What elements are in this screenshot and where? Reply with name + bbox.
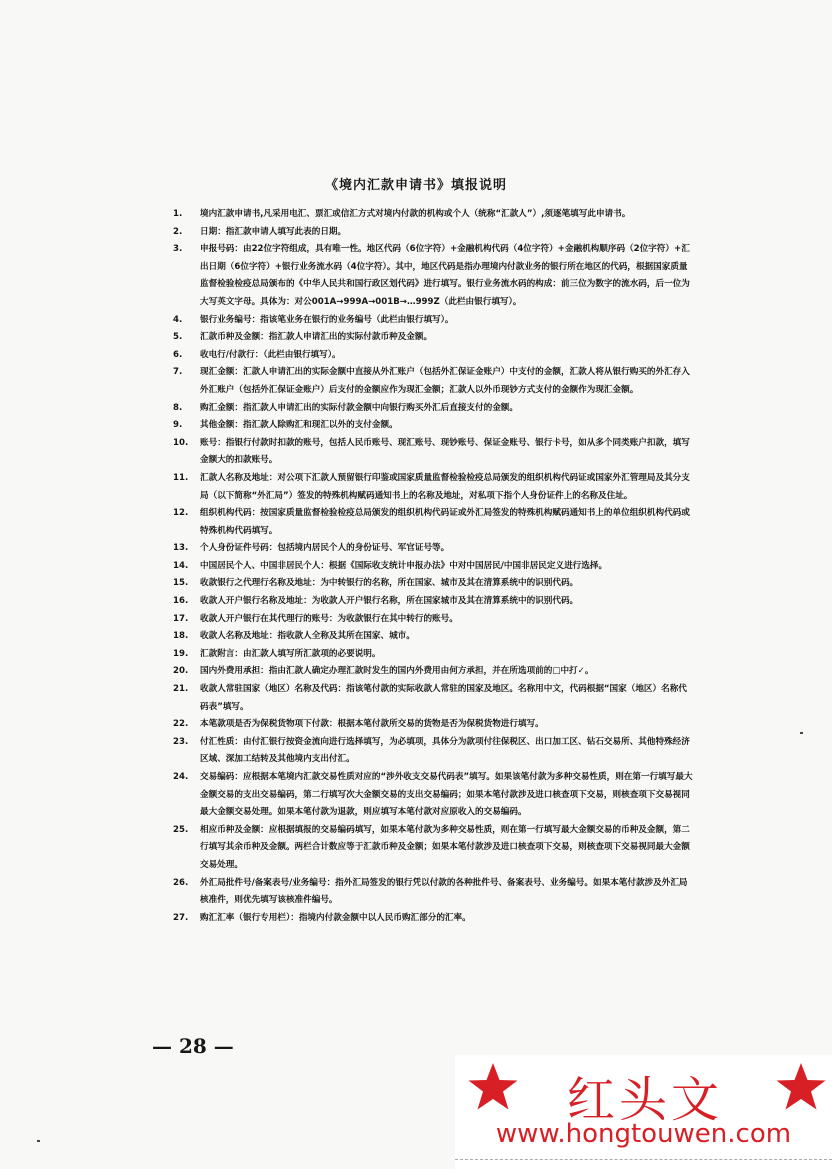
- item-text: 中国居民个人、中国非居民个人：根据《国际收支统计申报办法》中对中国居民/中国非居民定义进行选择。: [200, 560, 608, 571]
- item-number: 11.: [173, 472, 189, 483]
- list-item: [173, 822, 693, 875]
- item-text: 收款人开户银行在其代理行的账号：为收款银行在其中转行的账号。: [200, 613, 458, 624]
- list-item: [173, 417, 693, 435]
- item-number: 25.: [173, 824, 189, 835]
- item-number: 15.: [173, 578, 189, 589]
- list-item: [173, 646, 693, 664]
- list-item: [173, 769, 693, 822]
- scan-speck: [800, 732, 803, 734]
- instruction-list: [173, 206, 693, 927]
- item-text: 账号：指银行付款时扣款的账号，包括人民币账号、现汇账号、现钞账号、保证金账号、银行卡号，如从多个同类账户扣款，填写金额大的扣款账号。: [200, 437, 690, 466]
- list-item: [173, 611, 693, 629]
- watermark-url: www.hongtouwen.com: [495, 1119, 792, 1149]
- item-number: 8.: [173, 402, 183, 413]
- item-text: 国内外费用承担：指由汇款人确定办理汇款时发生的国内外费用由何方承担，并在所选项前的□中打✓。: [200, 666, 594, 677]
- star-icon: [467, 1061, 519, 1113]
- item-number: 21.: [173, 684, 189, 695]
- item-number: 14.: [173, 560, 189, 571]
- star-icon: [775, 1061, 827, 1113]
- list-item: [173, 505, 693, 540]
- item-text: 收电行/付款行：（此栏由银行填写）。: [200, 349, 341, 360]
- item-text: 收款人常驻国家（地区）名称及代码：指该笔付款的实际收款人常驻的国家及地区。名称用中文，代码根据“国家（地区）名称代码表”填写。: [200, 684, 687, 712]
- item-number: 1.: [173, 209, 183, 219]
- list-item: [173, 329, 693, 347]
- list-item: [173, 910, 693, 928]
- scan-speck: [37, 1140, 40, 1142]
- item-text: 收款人名称及地址：指收款人全称及其所在国家、城市。: [200, 631, 415, 642]
- list-item: [173, 435, 693, 470]
- list-item: [173, 364, 693, 399]
- page-number: — 28 —: [152, 1034, 234, 1058]
- item-number: 7.: [173, 367, 183, 378]
- item-text: 外汇局批件号/备案表号/业务编号：指外汇局签发的银行凭以付款的各种批件号、备案表号、业务编号。如果本笔付款涉及外汇局核准件，则优先填写该核准件编号。: [200, 877, 688, 906]
- item-text: 日期：指汇款申请人填写此表的日期。: [200, 226, 347, 237]
- list-item: [173, 312, 693, 330]
- item-text: 相应币种及金额：应根据填报的交易编码填写，如果本笔付款为多种交易性质，则在第一行填写最大金额交易的币种及金额，第二行填写其余币种及金额。两栏合计数应等于汇款币种及金额；如果本笔付款涉及进口核查项下交易，则核查项下交易视同最大金额交易处理。: [200, 824, 690, 870]
- item-text: 组织机构代码：按国家质量监督检验检疫总局颁发的组织机构代码证或外汇局签发的特殊机构赋码通知书上的单位组织机构代码或特殊机构代码填写。: [200, 508, 690, 536]
- item-number: 26.: [173, 877, 189, 888]
- list-item: [173, 681, 693, 716]
- item-number: 13.: [173, 543, 189, 554]
- list-item: [173, 206, 693, 224]
- list-item: [173, 347, 693, 365]
- item-text: 银行业务编号：指该笔业务在银行的业务编号（此栏由银行填写）。: [200, 314, 454, 325]
- item-text: 其他金额：指汇款人除购汇和现汇以外的支付金额。: [200, 420, 398, 431]
- item-number: 17.: [173, 613, 189, 624]
- item-text: 本笔款项是否为保税货物项下付款：根据本笔付款所交易的货物是否为保税货物进行填写。: [200, 719, 544, 730]
- item-text: 收款人开户银行名称及地址：为收款人开户银行名称，所在国家城市及其在清算系统中的识别代码。: [200, 596, 579, 607]
- item-number: 6.: [173, 349, 183, 360]
- page-title: 《境内汇款申请书》填报说明: [324, 178, 507, 193]
- list-item: [173, 628, 693, 646]
- item-number: 12.: [173, 508, 189, 519]
- list-item: [173, 400, 693, 418]
- item-number: 18.: [173, 631, 189, 642]
- item-number: 5.: [173, 332, 183, 343]
- list-item: [173, 241, 693, 311]
- item-text: 收款银行之代理行名称及地址：为中转银行的名称，所在国家、城市及其在清算系统中的识别代码。: [200, 578, 579, 589]
- list-item: [173, 470, 693, 505]
- watermark-text: 红头文: [566, 1072, 723, 1128]
- item-text: 境内汇款申请书,凡采用电汇、票汇或信汇方式对境内付款的机构或个人（统称“汇款人”）,须逐笔填写此申请书。: [200, 209, 631, 219]
- item-number: 2.: [173, 226, 183, 237]
- list-item: [173, 663, 693, 681]
- item-number: 9.: [173, 420, 183, 431]
- item-number: 10.: [173, 437, 189, 448]
- list-item: [173, 593, 693, 611]
- item-text: 购汇金额：指汇款人申请汇出的实际付款金额中向银行购买外汇后直接支付的金额。: [200, 402, 518, 413]
- item-number: 27.: [173, 912, 189, 923]
- item-text: 个人身份证件号码：包括境内居民个人的身份证号、军官证号等。: [200, 543, 450, 554]
- watermark-divider: [455, 1159, 832, 1160]
- item-text: 汇款附言：由汇款人填写所汇款项的必要说明。: [200, 648, 381, 659]
- item-text: 汇款人名称及地址：对公项下汇款人预留银行印鉴或国家质量监督检验检疫总局颁发的组织机构代码证或国家外汇管理局及其分支局（以下简称“外汇局”）签发的特殊机构赋码通知书上的名称及地址，对私项下指个人身份证件上的名称及住址。: [200, 472, 690, 501]
- list-item: [173, 224, 693, 242]
- list-item: [173, 558, 693, 576]
- item-text: 汇款币种及金额：指汇款人申请汇出的实际付款币种及金额。: [200, 332, 433, 343]
- item-number: 3.: [173, 244, 183, 255]
- item-number: 16.: [173, 596, 189, 607]
- list-item: [173, 875, 693, 910]
- item-text: 交易编码：应根据本笔境内汇款交易性质对应的“涉外收支交易代码表”填写。如果该笔付款为多种交易性质，则在第一行填写最大金额交易的支出交易编码，第二行填写次大金额交易的支出交易编码；如果本笔付款涉及进口核查项下交易，则核查项下交易视同最大金额交易处理。如果本笔付款为退款，则应填写本笔付款对应原收入的交易编码。: [200, 772, 693, 818]
- item-number: 22.: [173, 719, 189, 730]
- watermark: [455, 1055, 832, 1169]
- item-number: 20.: [173, 666, 189, 677]
- item-text: 申报号码：由22位字符组成，具有唯一性。地区代码（6位字符）+金融机构代码（4位字符）+金融机构顺序码（2位字符）+汇出日期（6位字符）+银行业务流水码（4位字符）。其中，地区代码是指办理境内付款业务的银行所在地区的代码，根据国家质量监督检验检疫总局颁布的《中华人民共和国行政区划代码》进行填写。银行业务流水码的构成：前三位为数字的流水码，后一位为大写英文字母。具体为：对公001A→999A→001B→…999Z（此栏由银行填写）。: [200, 244, 690, 307]
- list-item: [173, 575, 693, 593]
- list-item: [173, 734, 693, 769]
- item-text: 购汇汇率（银行专用栏）：指境内付款金额中以人民币购汇部分的汇率。: [200, 912, 471, 923]
- item-number: 23.: [173, 736, 189, 747]
- list-item: [173, 540, 693, 558]
- item-number: 19.: [173, 648, 189, 659]
- list-item: [173, 716, 693, 734]
- item-text: 付汇性质：由付汇银行按资金流向进行选择填写，为必填项，具体分为款项付往保税区、出口加工区、钻石交易所、其他特殊经济区域、深加工结转及其他境内支出付汇。: [200, 736, 690, 765]
- item-number: 4.: [173, 314, 183, 325]
- item-number: 24.: [173, 772, 189, 782]
- watermark-banner: [455, 1059, 832, 1128]
- item-text: 现汇金额：汇款人申请汇出的实际金额中直接从外汇账户（包括外汇保证金账户）中支付的金额，汇款人将从银行购买的外汇存入外汇账户（包括外汇保证金账户）后支付的金额应作为现汇金额；汇款人以外币现钞方式支付的金额作为现汇金额。: [200, 367, 690, 395]
